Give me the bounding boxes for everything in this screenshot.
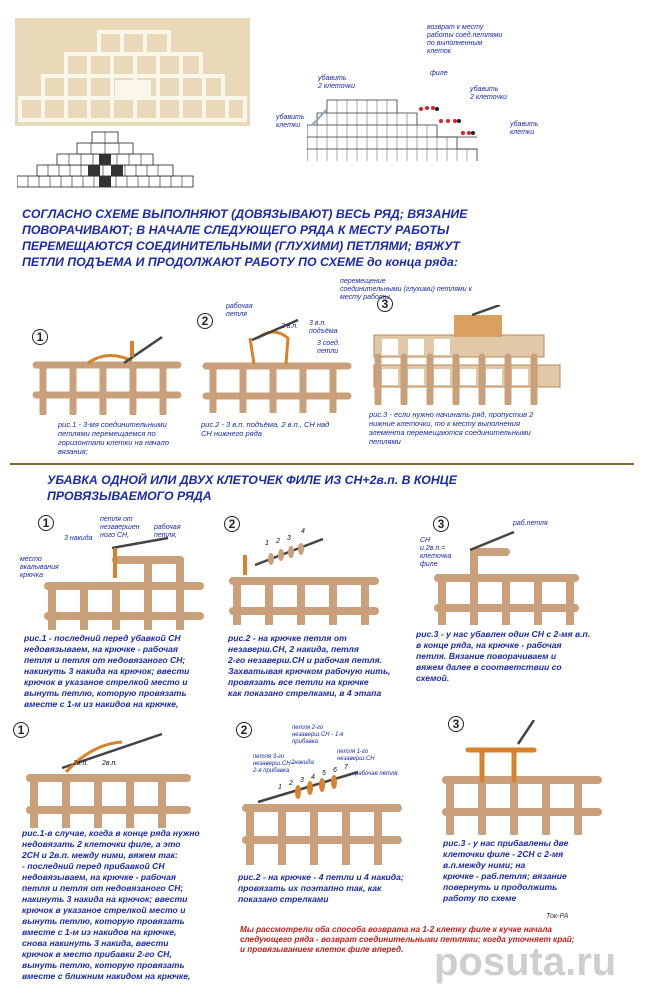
s3-fig2-step-2: 2 [289, 780, 293, 787]
main-title [22, 206, 622, 270]
s2-fig3-label-wl: раб.петля [513, 520, 548, 527]
s2-fig1-label-3yo: 3 накида [64, 535, 93, 542]
s3-fig2-step-6: 6 [333, 767, 337, 774]
s3-fig2-step-7: 7 [344, 764, 348, 771]
s3-fig3-caption: рис.3 - у нас прибавлены две клеточки филе - 2СН с 2-мя в.п.между ними; на крючке - раб.петля; вязание повернуть и продолжить работу по схеме [443, 838, 569, 903]
s2-fig3-caption: рис.3 - у нас убавлен один СН с 2-мя в.п. в конце ряда, на крючке - рабочая петля. Вязание поворачиваем и вяжем далее в соответствии со схемой. [416, 629, 591, 683]
s3-fig2-step-5: 5 [322, 770, 326, 777]
section2-heading-line-1: УБАВКА ОДНОЙ ИЛИ ДВУХ КЛЕТОЧЕК ФИЛЕ ИЗ СН+2в.п. В КОНЦЕ [47, 473, 457, 487]
s2-fig2-number: 2 [224, 516, 240, 532]
s1-fig2-number: 2 [197, 313, 213, 329]
crochet-sample-photo [15, 18, 250, 126]
label-return-to-work: возврат к месту работы соед.петлями по выполненным клеток [427, 24, 503, 55]
s3-fig1-caption: рис.1-в случае, когда в конце ряда нужно недовязать 2 клеточки филе, а это 2СН и 2в.п. между ними, вяжем так: - последний перед прибавкой СН недовязываем, на крючке - рабочая петля и петля от недовязаного СН; накинуть 3 накида на крючок; ввести крючок в указаное стрелкой место и вынуть петлю, которую провязать вместе с 1-м из накидов на крючке, снова накинуть 3 накида, ввести крючок в место прибавки 2-го СН, вынуть петлю, которую провязать вместе с ближним накидом на крючке, [22, 828, 200, 981]
s1-fig2-label-3ch: 3 в.п. подъёма [309, 320, 338, 335]
s1-fig2-label-loop: рабочая петля [226, 303, 253, 318]
s2-fig2-step-4: 4 [301, 528, 305, 535]
title-line-1: СОГЛАСНО СХЕМЕ ВЫПОЛНЯЮТ (ДОВЯЗЫВАЮТ) ВЕСЬ РЯД; ВЯЗАНИЕ [22, 207, 468, 221]
s2-fig1-label-working: рабочая петля, [154, 524, 181, 539]
s2-fig3-illustration [430, 530, 580, 625]
s1-fig2-label-3sl: 3 соед. петли [317, 340, 340, 355]
s3-fig2-label-a: петля 2-го незаверш.СН - 1-я прибавка [292, 725, 344, 745]
watermark: posuta.ru [434, 940, 617, 984]
section-divider [10, 463, 634, 465]
s2-fig3-number: 3 [433, 516, 449, 532]
s1-fig2-label-2ch: 2 в.п. [281, 323, 299, 330]
s2-fig2-step-3: 3 [287, 535, 291, 542]
s3-fig2-illustration [238, 770, 403, 865]
label-decrease-2-left: убавить 2 клеточки [318, 75, 356, 90]
label-decrease-2-right: убавить 2 клеточки [470, 86, 508, 101]
s2-fig2-caption: рис.2 - на крючке петля от незаверш.СН, 2 накида, петля 2-го незаверш.СН и рабочая петля. Захватывая крючком рабочую нить, провязать все петли на крючке как показано стрелками, в 4 этапа [228, 633, 391, 698]
s2-fig2-step-1: 1 [265, 540, 269, 547]
label-filet: филе [430, 70, 448, 77]
s1-fig2-caption: рис.2 - 3 в.п. подъёма, 2 в.п., СН над СН нижнего ряда [201, 420, 330, 438]
s2-fig1-number: 1 [38, 515, 54, 531]
s1-fig3-illustration [372, 305, 562, 405]
s2-fig1-label-unfinished: петля от незавершен ного СН, [100, 516, 140, 539]
s2-fig1-label-hook: место вкалывания крючка [20, 556, 59, 579]
s3-fig2-label-e: рабочая петля [355, 771, 398, 777]
s1-fig1-illustration [28, 335, 188, 415]
s3-fig2-caption: рис.2 - на крючке - 4 петли и 4 накида; провязать их поэтапно так, как показано стрелками [238, 872, 404, 904]
decrease-schematic [307, 95, 532, 163]
s3-fig1-label-a: 2в.п. [73, 760, 89, 767]
s1-fig1-caption: рис.1 - 3-мя соединительными петлями перемещаемся по горизонтали клетки на начало вязания; [58, 420, 170, 456]
title-line-3: ПЕРЕМЕЩАЮТСЯ СОЕДИНИТЕЛЬНЫМИ (ГЛУХИМИ) ПЕТЛЯМИ; ВЯЖУТ [22, 239, 460, 253]
s3-fig1-label-b: 2в.п. [102, 760, 118, 767]
section2-heading [47, 472, 607, 504]
title-line-4: ПЕТЛИ ПОДЪЕМА И ПРОДОЛЖАЮТ РАБОТУ ПО СХЕМЕ до конца ряда: [22, 255, 458, 269]
s1-fig1-number: 1 [32, 329, 48, 345]
s3-fig2-step-3: 3 [300, 777, 304, 784]
label-decrease-cells-left: убавить клетки [276, 114, 305, 129]
s3-fig3-illustration [438, 720, 603, 835]
s1-fig3-number: 3 [377, 296, 393, 312]
filet-grid-chart [17, 130, 195, 188]
label-decrease-cells-right: убавить клетки [510, 121, 539, 136]
s2-fig1-caption: рис.1 - последний перед убавкой СН недовязываем, на крючке - рабочая петля и петля от недовязаного СН; накинуть 3 накида на крючок; ввести крючок в указаное стрелкой место и вынуть петлю, которую провязать вместе с 1-м из накидов на крючке, [24, 633, 190, 709]
s3-fig2-step-1: 1 [278, 784, 282, 791]
s1-fig3-caption: рис.3 - если нужно начинать ряд, пропустив 2 нижние клеточки, то к месту выполнения элемента перемещаются соединительными петлями [369, 410, 534, 446]
section2-heading-line-2: ПРОВЯЗЫВАЕМОГО РЯДА [47, 489, 212, 503]
s2-fig1-illustration [40, 530, 205, 630]
s2-fig2-illustration [225, 525, 385, 625]
s2-fig3-label-ch: СН и 2в.п.= клеточка филе [420, 537, 452, 568]
title-line-2: ПОВОРАЧИВАЮТ; В НАЧАЛЕ СЛЕДУЮЩЕГО РЯДА К МЕСТУ РАБОТЫ [22, 223, 450, 237]
s3-fig1-number: 1 [13, 722, 29, 738]
s2-fig2-step-2: 2 [276, 538, 280, 545]
signature: Ток-РА [546, 913, 569, 920]
s3-fig2-step-4: 4 [311, 774, 315, 781]
footer-note: Мы рассмотрели оба способа возврата на 1-2 клетку филе к кучке начала следующего ряда - возврат соединительными петлями; когда уточняет край; и провязыванием клеток филе вперед. [240, 925, 575, 954]
s1-fig3-label: перемещение соединительными (глухими) петлями к месту работы [340, 278, 472, 301]
s3-fig3-number: 3 [448, 716, 464, 732]
s3-fig2-number: 2 [236, 722, 252, 738]
s3-fig2-label-c: петля 1-го незаверш.СН [337, 749, 375, 762]
s3-fig2-label-d: 2накида [291, 760, 314, 766]
s3-fig1-illustration [22, 728, 192, 828]
s3-fig2-label-b: петля 3-го незаверш.СН - 2-я прибавка [253, 754, 295, 774]
